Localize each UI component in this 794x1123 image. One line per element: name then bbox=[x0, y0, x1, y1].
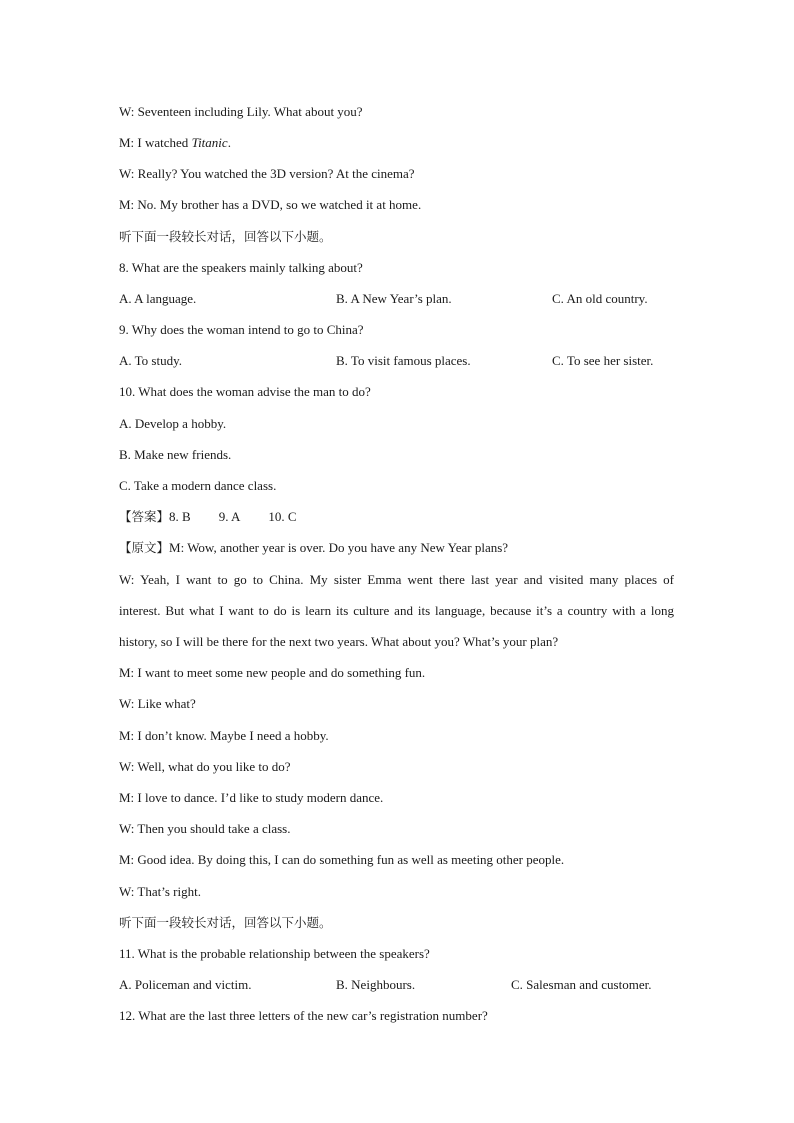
question-11: 11. What is the probable relationship between the speakers? bbox=[119, 946, 430, 961]
transcript-paragraph-line: interest. But what I want to do is learn its culture and its language, because it’s a country with a long bbox=[119, 603, 674, 618]
q8-option-b: B. A New Year’s plan. bbox=[336, 291, 452, 306]
transcript-line: M: I don’t know. Maybe I need a hobby. bbox=[119, 728, 329, 743]
q9-option-c: C. To see her sister. bbox=[552, 353, 654, 368]
transcript-line: M: Good idea. By doing this, I can do something fun as well as meeting other people. bbox=[119, 852, 565, 867]
question-12: 12. What are the last three letters of the new car’s registration number? bbox=[119, 1008, 488, 1023]
q9-option-a: A. To study. bbox=[119, 353, 183, 368]
q8-option-c: C. An old country. bbox=[552, 291, 648, 306]
dialogue-line: M: No. My brother has a DVD, so we watched it at home. bbox=[119, 197, 422, 212]
q11-option-c: C. Salesman and customer. bbox=[511, 977, 652, 992]
question-9: 9. Why does the woman intend to go to China? bbox=[119, 322, 364, 337]
film-title: Titanic bbox=[191, 135, 228, 150]
dialogue-line: W: Seventeen including Lily. What about you? bbox=[119, 104, 363, 119]
section-heading: 听下面一段较长对话，回答以下小题。 bbox=[119, 229, 332, 244]
question-8: 8. What are the speakers mainly talking about? bbox=[119, 260, 363, 275]
question-10: 10. What does the woman advise the man to do? bbox=[119, 384, 371, 399]
q11-option-a: A. Policeman and victim. bbox=[119, 977, 252, 992]
transcript-line: M: I love to dance. I’d like to study modern dance. bbox=[119, 790, 384, 805]
q9-option-b: B. To visit famous places. bbox=[336, 353, 471, 368]
section-heading: 听下面一段较长对话，回答以下小题。 bbox=[119, 915, 332, 930]
transcript-paragraph-line: history, so I will be there for the next two years. What about you? What’s your plan? bbox=[119, 634, 559, 649]
transcript-paragraph-line: W: Yeah, I want to go to China. My sister Emma went there last year and visited many places of bbox=[119, 572, 674, 587]
transcript-line: W: Like what? bbox=[119, 696, 196, 711]
q10-option-b: B. Make new friends. bbox=[119, 447, 232, 462]
q10-option-c: C. Take a modern dance class. bbox=[119, 478, 277, 493]
answer-line: 【答案】8. B 9. A 10. C bbox=[119, 509, 297, 524]
transcript-line: W: Then you should take a class. bbox=[119, 821, 291, 836]
q11-option-b: B. Neighbours. bbox=[336, 977, 416, 992]
transcript-line: W: That’s right. bbox=[119, 884, 201, 899]
q10-option-a: A. Develop a hobby. bbox=[119, 416, 227, 431]
answer-label: 【答案】 bbox=[119, 509, 170, 524]
transcript-line: M: I want to meet some new people and do something fun. bbox=[119, 665, 426, 680]
transcript-line: W: Well, what do you like to do? bbox=[119, 759, 291, 774]
transcript-label: 【原文】 bbox=[119, 540, 170, 555]
q8-option-a: A. A language. bbox=[119, 291, 197, 306]
dialogue-line: W: Really? You watched the 3D version? At the cinema? bbox=[119, 166, 415, 181]
dialogue-line: M: I watched Titanic. bbox=[119, 135, 231, 150]
transcript-first-line: 【原文】M: Wow, another year is over. Do you have any New Year plans? bbox=[119, 540, 509, 555]
